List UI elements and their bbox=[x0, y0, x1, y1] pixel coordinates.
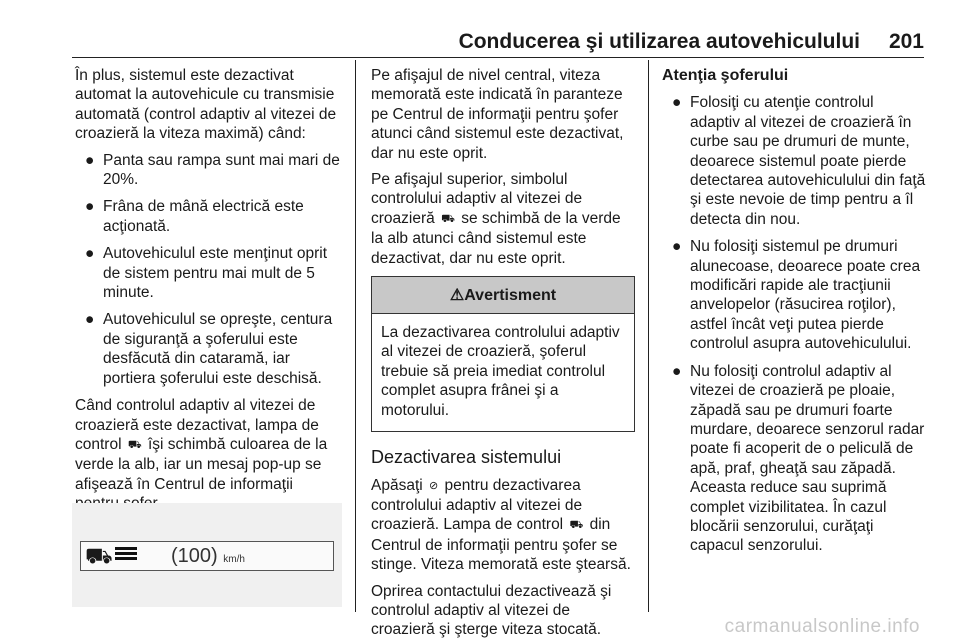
bullet-icon: ● bbox=[85, 245, 95, 263]
bullet-icon: ● bbox=[672, 94, 682, 112]
bullet-icon: ● bbox=[85, 151, 95, 169]
central-display-paragraph: Pe afişajul de nivel central, viteza memorată este indicată în paranteze pe Centrul de informaţii pentru şofer atunci când sistemul este dezactivat, dar nu este oprit. bbox=[371, 67, 624, 162]
section-title: Atenţia şoferului bbox=[662, 67, 789, 84]
column-middle bbox=[371, 66, 635, 642]
column-divider bbox=[648, 60, 649, 612]
list-item: ● Folosiţi cu atenţie controlul adaptiv al vitezei de croazieră în curbe sau pe drumuri de munte, deoarece sistemul poate pierde detectarea autovehiculului din faţă şi este nevoie de timp pentru a îl detecta din nou. bbox=[672, 94, 926, 228]
adaptive-cruise-lamp-icon: ⛟ bbox=[441, 212, 455, 225]
list-item: ● Nu folosiţi controlul adaptiv al vitezei de croazieră pe ploaie, zăpadă sau pe drumuri foarte murdare, deoarece senzorul radar poate fi acoperit de o peliculă de apă, praf, gheaţă sau zăpadă. Aceasta reduce sau suprimă complet vizibilitatea. În cazul blocării senzorului, curăţaţi capacul senzorului. bbox=[672, 362, 925, 555]
cruise-cancel-icon: ⊘ bbox=[429, 479, 439, 492]
intro-paragraph: În plus, sistemul este dezactivat automat la autovehicule cu transmisie automată (control adaptiv al vitezei de croazieră la viteza maximă) când: bbox=[75, 67, 337, 143]
warning-header: ⚠Avertisment bbox=[372, 277, 634, 314]
page-number: 201 bbox=[888, 30, 924, 53]
section-title: Dezactivarea sistemului bbox=[371, 447, 562, 468]
watermark: carmanualsonline.info bbox=[724, 616, 920, 637]
adaptive-cruise-lamp-icon: ⛟ bbox=[85, 543, 113, 568]
warning-box bbox=[371, 276, 635, 432]
list-item: ● Autovehiculul se opreşte, centura de siguranţă a şoferului este desfăcută din cataramă, iar portiera şoferului este deschisă. bbox=[85, 311, 333, 387]
bullet-icon: ● bbox=[85, 311, 95, 329]
stored-speed: (100) km/h bbox=[171, 545, 245, 567]
lamp-paragraph: Când controlul adaptiv al vitezei de croazieră este dezactivat, lampa de control ⛟ îşi schimbă culoarea de la verde la alb, iar un mesaj pop-up se afişează în Centrul de informaţii bbox=[75, 397, 328, 493]
bullet-icon: ● bbox=[672, 238, 682, 256]
list-item: ● Frâna de mână electrică este acţionată. bbox=[85, 198, 304, 235]
page-header bbox=[0, 0, 960, 60]
attention-list bbox=[662, 93, 926, 555]
list-item: ● Panta sau rampa sunt mai mari de 20%. bbox=[85, 151, 340, 189]
column-right bbox=[662, 66, 926, 564]
column-left bbox=[75, 66, 341, 547]
ignition-paragraph: Oprirea contactului dezactivează şi controlul adaptiv al vitezei de croazieră şi şterge viteza stocată. bbox=[371, 582, 612, 639]
warning-triangle-icon: ⚠ bbox=[449, 287, 465, 305]
column-divider bbox=[355, 60, 356, 612]
deactivation-paragraph: Apăsaţi ⊘ pentru dezactivarea controlului adaptiv al vitezei de croazieră. Lampa de control ⛟ din Centrul de informaţii pentru şofer se stinge. Viteza memorată este ştearsă. bbox=[371, 476, 631, 574]
conditions-list bbox=[75, 151, 341, 388]
upper-display-paragraph: Pe afişajul superior, simbolul controlului adaptiv al vitezei de croazieră ⛟ se schimbă de la verde la alb atunci când sistemul este dezactivat, dar nu este oprit. bbox=[371, 171, 621, 267]
adaptive-cruise-lamp-icon: ⛟ bbox=[569, 519, 584, 532]
distance-gap-icon bbox=[115, 545, 137, 567]
header-divider bbox=[72, 57, 924, 58]
warning-text: La dezactivarea controlului adaptiv al vitezei de croazieră, şoferul trebuie să preia imediat controlul complet asupra frânei şi a motorului. bbox=[381, 324, 620, 419]
bullet-icon: ● bbox=[672, 362, 682, 380]
list-item: ● Nu folosiţi sistemul pe drumuri alunecoase, deoarece poate crea modificări rapide ale tracţiunii anvelopelor (răsucirea roţilor), astfel încât veţi putea pierde controlul asupra autovehiculului. bbox=[672, 238, 921, 353]
cluster-display-image bbox=[72, 503, 342, 607]
adaptive-cruise-lamp-icon: ⛟ bbox=[127, 438, 142, 451]
page-title: Conducerea şi utilizarea autovehiculului bbox=[458, 30, 860, 53]
display-bar bbox=[80, 541, 334, 571]
list-item: ● Autovehiculul este menţinut oprit de sistem pentru mai mult de 5 minute. bbox=[85, 245, 328, 302]
bullet-icon: ● bbox=[85, 198, 95, 216]
